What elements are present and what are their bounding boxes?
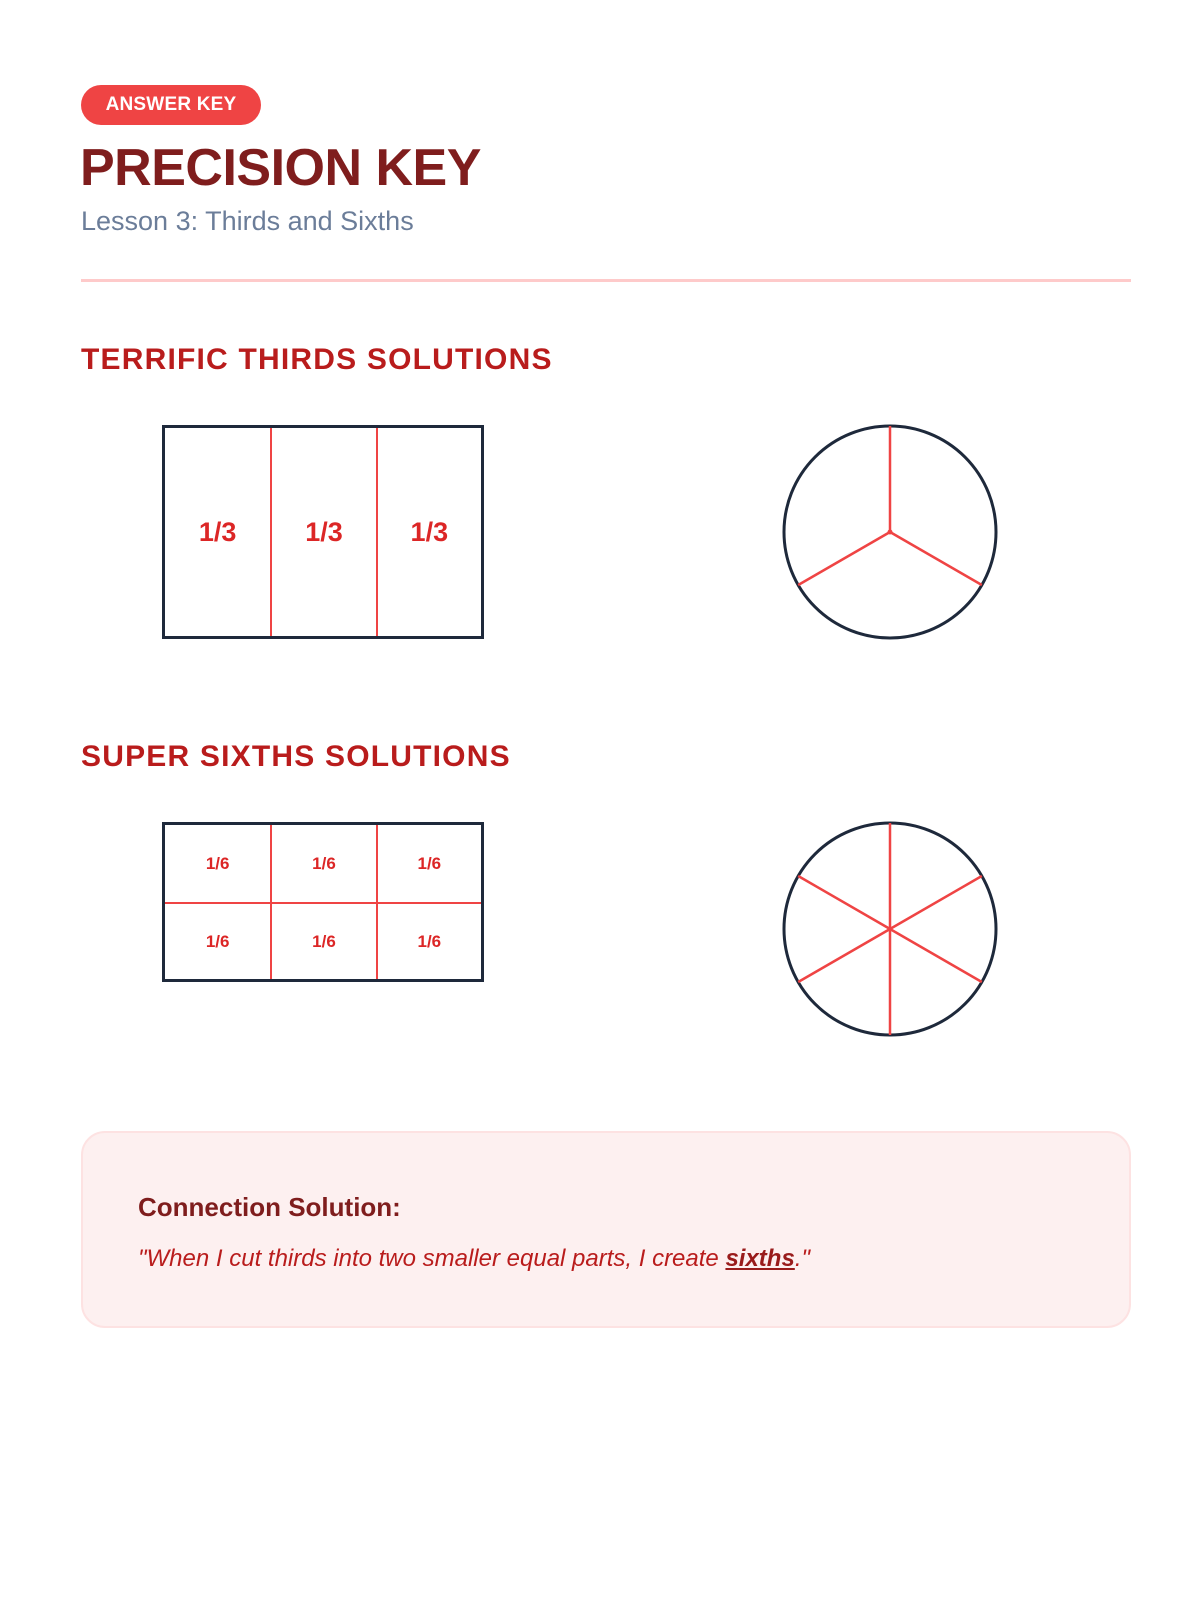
sixths-circle <box>782 821 998 1037</box>
connection-label: Connection Solution: <box>138 1192 401 1222</box>
quote-text-before: "When I cut thirds into two smaller equal parts, I create <box>138 1245 726 1272</box>
thirds-cell: 1/3 <box>376 428 481 636</box>
page-title: PRECISION KEY <box>80 139 481 197</box>
sixths-cell: 1/6 <box>270 825 375 902</box>
circle-center-dot <box>888 927 893 932</box>
sixths-cell: 1/6 <box>165 902 270 979</box>
thirds-circle <box>782 424 998 640</box>
sixths-cell: 1/6 <box>205 853 230 873</box>
lesson-subtitle: Lesson 3: Thirds and Sixths <box>81 206 414 236</box>
thirds-rectangle <box>162 425 484 639</box>
circle-center-dot <box>888 530 893 535</box>
header-divider <box>81 279 1131 282</box>
connection-solution-panel <box>81 1131 1131 1328</box>
thirds-cell: 1/3 <box>198 516 237 547</box>
thirds-cell: 1/3 <box>270 428 375 636</box>
thirds-section-heading: TERRIFIC THIRDS SOLUTIONS <box>81 343 553 376</box>
sixths-cell: 1/6 <box>376 825 481 902</box>
sixths-rectangle <box>162 822 484 982</box>
sixths-cell: 1/6 <box>376 902 481 979</box>
sixths-cell: 1/6 <box>270 902 375 979</box>
quote-text-after: ." <box>794 1245 810 1272</box>
connection-quote <box>138 1244 810 1274</box>
sixths-section-heading: SUPER SIXTHS SOLUTIONS <box>81 740 511 773</box>
answer-key-badge: ANSWER KEY <box>81 85 261 125</box>
answer-word: sixths <box>725 1245 795 1272</box>
